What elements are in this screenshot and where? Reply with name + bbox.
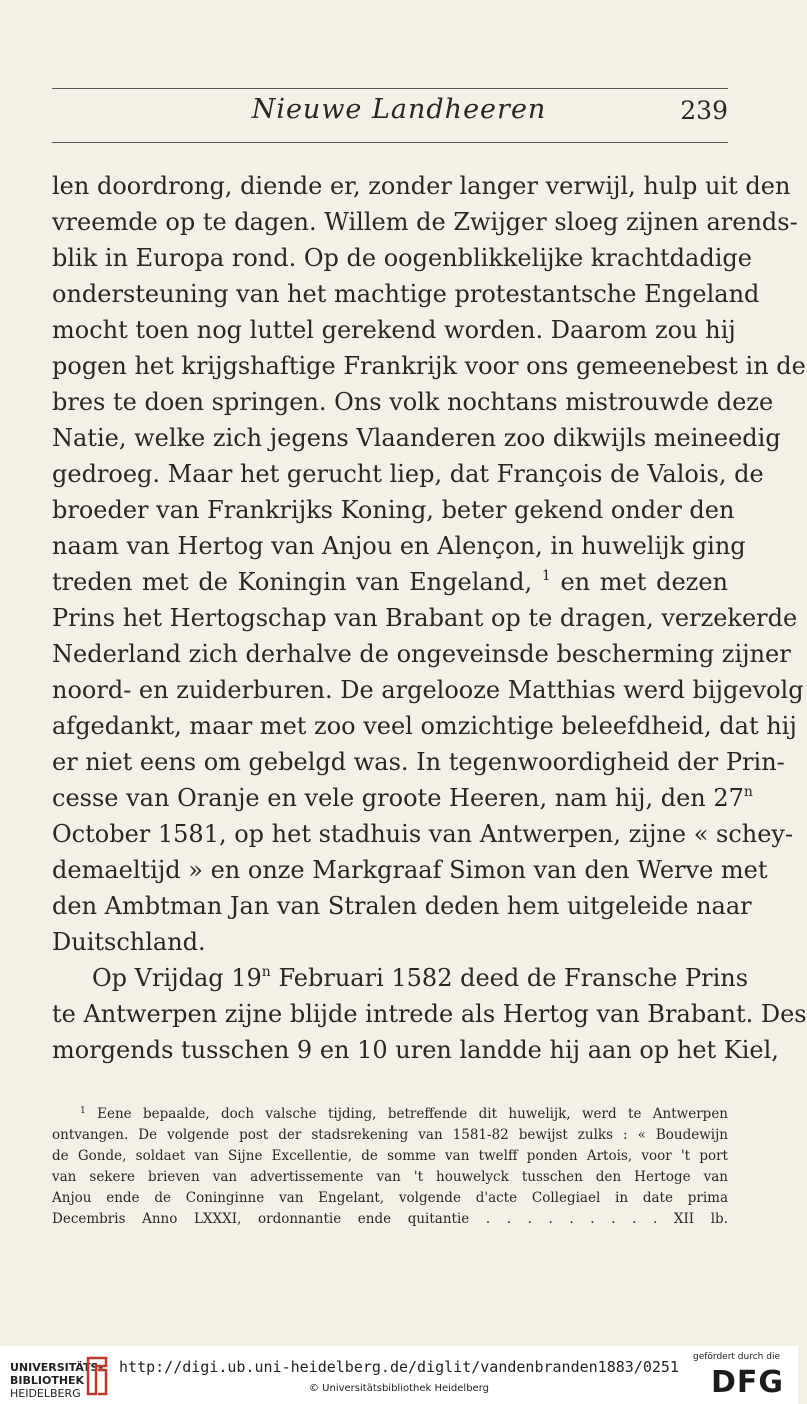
footnotes — [52, 1104, 728, 1230]
footnote-line: ontvangen. De volgende post der stadsrekening van 1581-82 bewijst zulks : « Boudewijn — [52, 1127, 728, 1143]
footnote-line: Anjou ende de Coninginne van Engelant, volgende d'acte Collegiael in date prima — [52, 1190, 728, 1206]
text-line: mocht toen nog luttel gerekend worden. Daarom zou hij — [52, 316, 736, 344]
text-line: er niet eens om gebelgd was. In tegenwoordigheid der Prin- — [52, 748, 785, 776]
text-line: broeder van Frankrijks Koning, beter gekend onder den — [52, 496, 735, 524]
text-line: naam van Hertog van Anjou en Alençon, in huwelijk ging — [52, 532, 746, 560]
text-line: Prins het Hertogschap van Brabant op te dragen, verzekerde — [52, 604, 798, 632]
text-line: noord- en zuiderburen. De argelooze Matthias werd bijgevolg — [52, 676, 804, 704]
page-number: 239 — [680, 96, 728, 125]
running-header-title: Nieuwe Landheeren — [251, 94, 547, 125]
library-name-line-2: BIBLIOTHEK — [10, 1374, 85, 1387]
viewer-footer — [0, 1346, 798, 1404]
text-line: Duitschland. — [52, 928, 206, 956]
library-name-line-3: HEIDELBERG — [10, 1387, 81, 1400]
funding-label: gefördert durch die — [693, 1352, 780, 1362]
copyright-notice: © Universitätsbibliothek Heidelberg — [308, 1383, 489, 1394]
footnote-line: Decembris Anno LXXXI, ordonnantie ende quitantie . . . . . . . . . XII lb. — [52, 1211, 728, 1227]
text-line: Op Vrijdag 19$^n$ Februari 1582 deed de Fransche Prins — [92, 964, 749, 992]
footnote-line: van sekere brieven van advertissemente van 't houwelyck tusschen den Hertoge van — [52, 1169, 728, 1185]
text-line: pogen het krijgshaftige Frankrijk voor ons gemeenebest in de — [52, 352, 806, 380]
footnote-line: de Gonde, soldaet van Sijne Excellentie, de somme van twelff ponden Artois, voor 't port — [52, 1148, 728, 1164]
text-line: morgends tusschen 9 en 10 uren landde hij aan op het Kiel, — [52, 1036, 779, 1064]
text-line: len doordrong, diende er, zonder langer verwijl, hulp uit den — [52, 172, 791, 200]
header-top-rule — [52, 88, 728, 89]
text-line: Nederland zich derhalve de ongeveinsde bescherming zijner — [52, 640, 791, 668]
text-line: Natie, welke zich jegens Vlaanderen zoo dikwijls meineedig — [52, 424, 781, 452]
text-line: October 1581, op het stadhuis van Antwerpen, zijne « schey- — [52, 820, 794, 848]
text-line: afgedankt, maar met zoo veel omzichtige beleefdheid, dat hij — [52, 712, 797, 740]
dfg-logo: DFG — [710, 1365, 784, 1400]
library-name-line-1: UNIVERSITÄTS- — [10, 1361, 104, 1374]
text-line: den Ambtman Jan van Stralen deden hem uitgeleide naar — [52, 892, 752, 920]
text-line: treden met de Koningin van Engeland, $^1$ en met dezen — [52, 568, 728, 596]
text-line: cesse van Oranje en vele groote Heeren, nam hij, den 27$^n$ — [52, 784, 753, 812]
text-line: te Antwerpen zijne blijde intrede als Hertog van Brabant. Des — [52, 1000, 807, 1028]
footnote-line: $^1$ Eene bepaalde, doch valsche tijding, betreffende dit huwelijk, werd te Antwerpen — [80, 1106, 728, 1122]
text-line: bres te doen springen. Ons volk nochtans mistrouwde deze — [52, 388, 774, 416]
permalink-url[interactable]: http://digi.ub.uni-heidelberg.de/diglit/vandenbranden1883/0251 — [119, 1358, 679, 1376]
text-line: demaeltijd » en onze Markgraaf Simon van den Werve met — [52, 856, 768, 884]
header-bottom-rule — [52, 142, 728, 143]
text-line: blik in Europa rond. Op de oogenblikkelijke krachtdadige — [52, 244, 752, 272]
body-text — [52, 168, 807, 1068]
text-line: vreemde op te dagen. Willem de Zwijger sloeg zijnen arends- — [52, 208, 798, 236]
text-line: gedroeg. Maar het gerucht liep, dat François de Valois, de — [52, 460, 764, 488]
text-line: ondersteuning van het machtige protestantsche Engeland — [52, 280, 760, 308]
